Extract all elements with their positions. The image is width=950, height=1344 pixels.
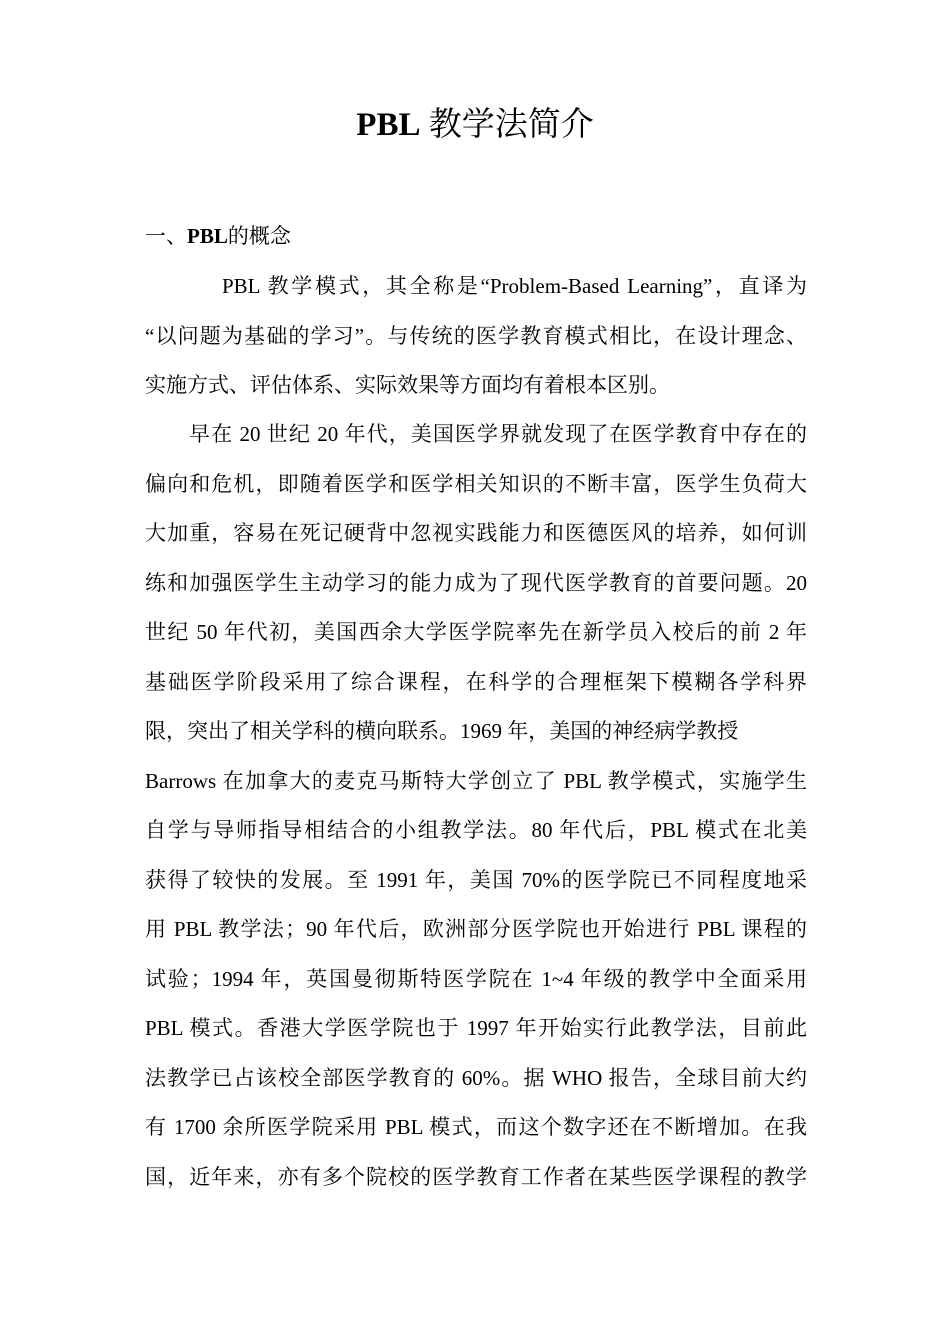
- paragraph-2-line: Barrows 在加拿大的麦克马斯特大学创立了 PBL 教学模式，实施学生: [145, 768, 807, 793]
- paragraph-2-line: 获得了较快的发展。至 1991 年，美国 70%的医学院已不同程度地采: [145, 867, 807, 892]
- paragraph-2-line: 早在 20 世纪 20 年代，美国医学界就发现了在医学教育中存在的: [189, 422, 807, 446]
- paragraph-1-line: PBL 教学模式，其全称是“Problem-Based Learning”，直译为: [222, 274, 807, 298]
- paragraph-2-line: PBL 模式。香港大学医学院也于 1997 年开始实行此教学法，目前此: [145, 1016, 807, 1040]
- paragraph-2-line: 自学与导师指导相结合的小组教学法。80 年代后，PBL 模式在北美: [145, 818, 807, 842]
- paragraph-1-line: “以问题为基础的学习”。与传统的医学教育模式相比，在设计理念、: [145, 323, 807, 348]
- paragraph-2-line: 法教学已占该校全部医学教育的 60%。据 WHO 报告，全球目前大约: [145, 1065, 807, 1090]
- paragraph-2-line: 世纪 50 年代初，美国西余大学医学院率先在新学员入校后的前 2 年: [145, 620, 807, 644]
- paragraph-2-line: 试验；1994 年，英国曼彻斯特医学院在 1~4 年级的教学中全面采用: [145, 966, 807, 991]
- paragraph-2-line: 限，突出了相关学科的横向联系。1969 年，美国的神经病学教授: [145, 719, 739, 743]
- paragraph-2-line: 用 PBL 教学法；90 年代后，欧洲部分医学院也开始进行 PBL 课程的: [145, 917, 807, 941]
- paragraph-2-line: 国，近年来，亦有多个院校的医学教育工作者在某些医学课程的教学: [145, 1164, 807, 1189]
- title-cjk: 教学法简介: [428, 107, 594, 143]
- section-heading-1: [145, 218, 291, 254]
- section-heading-latin: PBL: [187, 224, 228, 248]
- paragraph-1: [145, 262, 807, 411]
- paragraph-2-line: 有 1700 余所医学院采用 PBL 模式，而这个数字还在不断增加。在我: [145, 1115, 807, 1139]
- paragraph-1-line: 实施方式、评估体系、实际效果等方面均有着根本区别。: [145, 373, 670, 397]
- title-latin: PBL: [356, 107, 421, 143]
- page-title: [0, 103, 950, 147]
- section-heading-suffix: 的概念: [227, 224, 291, 248]
- paragraph-2-line: 偏向和危机，即随着医学和医学相关知识的不断丰富，医学生负荷大: [145, 471, 807, 496]
- paragraph-2-line: 大加重，容易在死记硬背中忽视实践能力和医德医风的培养，如何训: [145, 521, 807, 545]
- paragraph-2-line: 练和加强医学生主动学习的能力成为了现代医学教育的首要问题。20: [145, 570, 807, 595]
- paragraph-2: [145, 410, 807, 1202]
- section-heading-prefix: 一、: [145, 224, 187, 248]
- paragraph-2-line: 基础医学阶段采用了综合课程，在科学的合理框架下模糊各学科界: [145, 669, 807, 694]
